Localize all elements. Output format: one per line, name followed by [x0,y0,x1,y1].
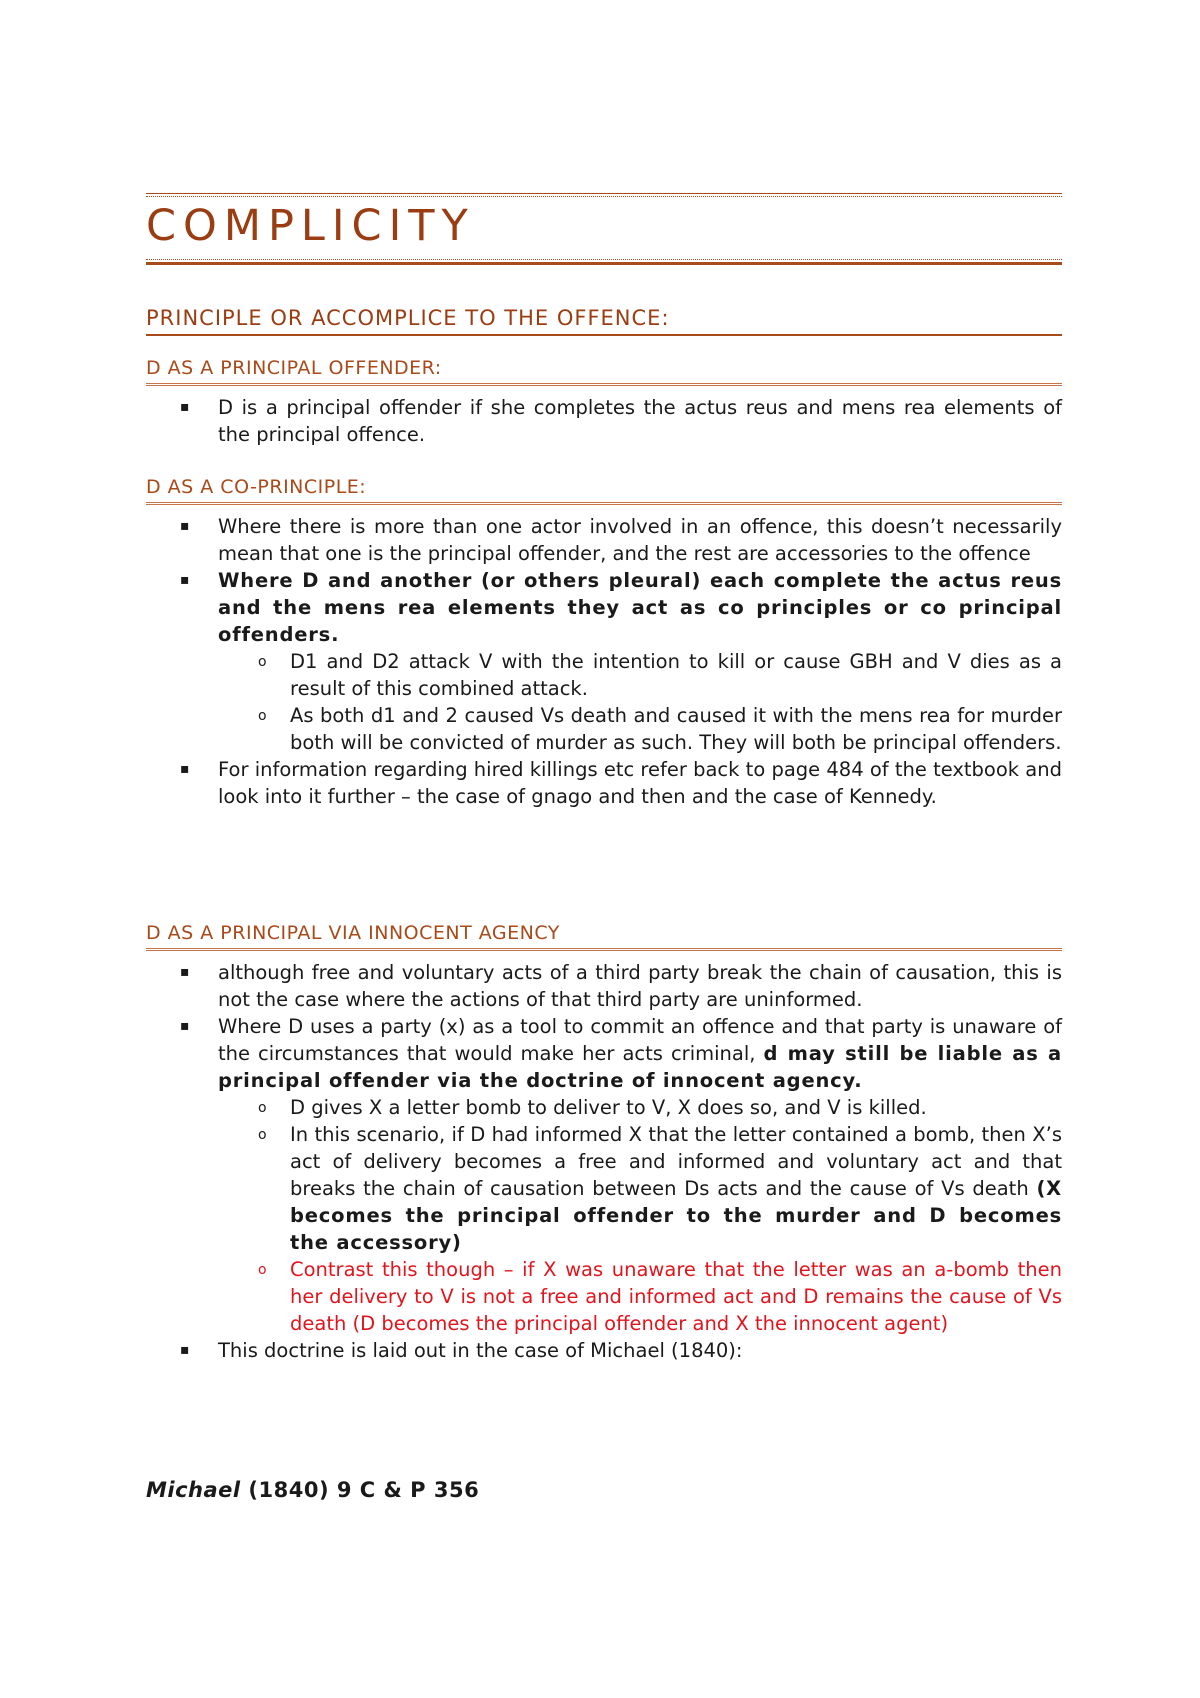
bullet-bold-text: d may still be liable as a principal offender via the doctrine of innocent agency. [218,1042,1062,1092]
section-innocent-agency [146,921,1062,1364]
section-heading: D AS A PRINCIPAL OFFENDER: [146,356,1062,386]
sub-list-item [146,1121,1062,1256]
section-principal-offender [146,356,1062,448]
bullet-list [146,394,1062,448]
bullet-text: D is a principal offender if she completes the actus reus and mens rea elements of the principal offence. [218,396,1062,446]
main-heading: PRINCIPLE OR ACCOMPLICE TO THE OFFENCE: [146,304,1062,336]
bullet-list [146,959,1062,1364]
list-item [146,1013,1062,1337]
sub-item-text: In this scenario, if D had informed X that the letter contained a bomb, then X’s act of delivery becomes a free and informed and voluntary act and that breaks the chain of causation between Ds acts and the cause of Vs death [290,1123,1062,1200]
list-item [146,513,1062,567]
sub-list-item-highlighted: o Contrast this though – if X was unaware that the letter was an a-bomb then her delivery to V is not a free and informed act and D remains the cause of Vs death (D becomes the principal offender and X the innocent agent) [146,1256,1062,1337]
sub-item-bold-text: (X becomes the principal offender to the murder and D becomes the accessory) [290,1177,1063,1254]
list-item [146,959,1062,1013]
sub-list-item: o D gives X a letter bomb to deliver to V, X does so, and V is killed. [146,1094,1062,1121]
list-item [146,1337,1062,1364]
section-heading: D AS A PRINCIPAL VIA INNOCENT AGENCY [146,921,1062,951]
bullet-text: although free and voluntary acts of a third party break the chain of causation, this is not the case where the actions of that third party are uninformed. [218,961,1062,1011]
case-citation [146,1478,479,1502]
title-rule-bottom [146,259,1062,265]
bullet-text: Where D uses a party (x) as a tool to commit an offence and that party is unaware of the circumstances that would make her acts criminal, [218,1015,1062,1065]
bullet-text: Where there is more than one actor involved in an offence, this doesn’t necessarily mean that one is the principal offender, and the rest are accessories to the offence [218,515,1062,565]
list-item [146,567,1062,756]
sub-list [218,648,1062,756]
sub-list-item: o As both d1 and 2 caused Vs death and caused it with the mens rea for murder both will be convicted of murder as such. They will both be principal offenders. [146,702,1062,756]
case-reference: (1840) 9 C & P 356 [248,1478,480,1502]
sub-list [218,1094,1062,1337]
bullet-bold-text: Where D and another (or others pleural) each complete the actus reus and the mens rea elements they act as co principles or co principal offenders. [218,569,1062,646]
bullet-text: For information regarding hired killings etc refer back to page 484 of the textbook and look into it further – the case of gnago and then and the case of Kennedy. [218,758,1062,808]
title-rule-top [146,193,1062,197]
list-item [146,756,1062,810]
bullet-list [146,513,1062,810]
section-co-principle [146,475,1062,810]
case-name: Michael [146,1478,241,1502]
section-heading: D AS A CO-PRINCIPLE: [146,475,1062,505]
list-item [146,394,1062,448]
bullet-text: This doctrine is laid out in the case of Michael (1840): [218,1339,743,1362]
sub-list-item: o D1 and D2 attack V with the intention to kill or cause GBH and V dies as a result of this combined attack. [146,648,1062,702]
document-title: COMPLICITY [146,201,475,251]
